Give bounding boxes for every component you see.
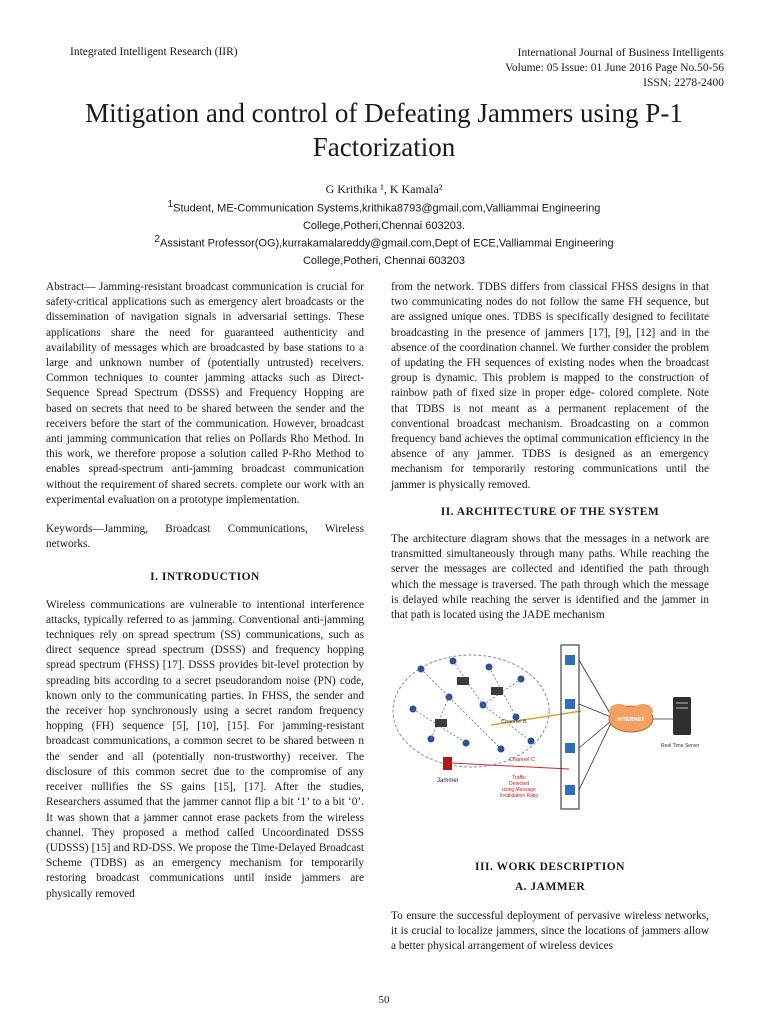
section-3-text: To ensure the successful deployment of pervasive wireless networks, it is crucial to localize jammers, since the locations of jammers allow a better physical arrangement of wireless devices [391, 909, 709, 953]
access-point-rack [561, 645, 579, 809]
affiliation-1-line1: Student, ME-Communication Systems,krithika8793@gmail.com,Valliammai Engineering [173, 202, 601, 215]
server-label: Real Time Server [661, 743, 700, 750]
traffic-note-line4: Invalidation Ratio [499, 793, 539, 800]
paper-title-line2: Factorization [312, 132, 456, 162]
architecture-diagram [391, 639, 701, 819]
internet-label: INTERNET [617, 717, 645, 724]
journal-volume: Volume: 05 Issue: 01 June 2016 Page No.50-56 [505, 62, 724, 74]
section-1-text: Wireless communications are vulnerable to intentional interference attacks, typically referred to as jamming. Conventional anti-jamming techniques rely on spread spectrum (SS) communications, such as direct sequence spread spectrum (DSSS) and frequency hopping spread spectrum (FHSS) [17]. DSSS provides bit-level protection by spreading bits according to a secret pseudorandom noise (PN) code, known only to the communicating parties. In FHSS, the sender and the receiver hop synchronously using a secret random frequency hopping (FH) sequence [5], [10], [15]. For jamming-resistant broadcast communications, a common secret to be shared between n the sender and all (potentially non-trustworthy) receiver. The disclosure of this common secret due to the compromise of any receiver nullifies the SS gains [15], [17]. After the studies, Researchers assumed that the jammer cannot flip a bit ‘1’ to a bit ‘0’. It was shown that a jammer cannot erase packets from the wireless channel. They proposed a method called Uncoordinated DSSS (UDSSS) [15] and RD-DSS. We propose the Time-Delayed Broadcast Scheme (TDBS) as an emergency mechanism for temporarily restoring broadcast communications until inside jammers are physically removed [46, 598, 364, 900]
section-3a-heading: A. JAMMER [514, 880, 586, 893]
traffic-note-line2: Detected [508, 781, 530, 788]
journal-header-right [505, 46, 724, 91]
journal-issn: ISSN: 2278-2400 [643, 77, 724, 89]
paper-title-line1: Mitigation and control of Defeating Jammers using P-1 [85, 98, 683, 128]
router-devices [435, 677, 503, 727]
uplink-lines [579, 660, 611, 790]
server-icon [673, 697, 691, 735]
keywords: Keywords—Jamming, Broadcast Communications, Wireless networks. [46, 523, 364, 551]
affiliation-2-line1: Assistant Professor(OG),kurrakamalareddy@gmail.com,Dept of ECE,Valliammai Engineering [159, 237, 614, 250]
traffic-note-line3: using Message [502, 787, 536, 794]
jammer-label: Jammer [437, 778, 459, 785]
network-nodes [410, 658, 535, 753]
abstract: Abstract— Jamming-resistant broadcast communication is crucial for safety-critical applications such as emergency alert broadcasts or the dissemination of navigation signals in adversarial settings. These applications share the need for guaranteed authenticity and availability of messages which are broadcasted by base stations to a large and unknown number of (potentially untrusted) receivers. Common techniques to counter jamming attacks such as Direct-Sequence Spread Spectrum (DSSS) and Frequency Hopping are based on secrets that need to be shared between the sender and the receivers before the start of the communication. However, broadcast anti jamming communication that relies on Pollards Rho Method. In this work, we therefore propose a solution called P-Rho Method to enables spread-spectrum anti-jamming broadcast communication without the requirement of shared secrets. complete our work with an experimental evaluation on a prototype implementation. [46, 281, 364, 506]
page-number: 50 [378, 994, 390, 1006]
access-point-icons [565, 655, 575, 795]
section-3-heading: III. WORK DESCRIPTION [475, 861, 625, 874]
right-column [391, 280, 709, 954]
traffic-note-line1: Traffic [512, 775, 526, 782]
section-1-heading: I. INTRODUCTION [150, 571, 260, 584]
journal-header-left: Integrated Intelligent Research (IIR) [70, 46, 238, 58]
section-2-heading: II. ARCHITECTURE OF THE SYSTEM [440, 505, 660, 518]
left-column [46, 280, 364, 902]
paper-authors: G Krithika ¹, K Kamala² [325, 182, 443, 196]
journal-name: International Journal of Business Intelligents [517, 47, 724, 59]
intro-continued-text: from the network. TDBS differs from classical FHSS designs in that two communicating nodes do not follow the same FH sequence, but are assigned unique ones. TDBS is specifically designed to fecilitate broadcasting in the presence of jammers [17], [9], [12] and in the absence of the coordination channel. We further consider the problem of updating the FH sequences of existing nodes when the broadcast group is dynamic. This problem is mapped to the construction of rainbow path of fixed size in proper edge- colored complete. Note that TDBS is not meant as a permanent replacement of the conventional broadcast mechanism. Broadcasting on a common frequency band achieves the optimal communication efficiency in the absence of any jammer. TDBS is designed as an emergency mechanism for temporarily restoring communications until the jammer is physically removed. [391, 281, 709, 491]
network-area [393, 655, 549, 767]
affiliation-2: $^2$Assistant Professor(OG),kurrakamalareddy@gmail.com,Dept of ECE,Valliammai Engineering College,Potheri, Chennai 603203 [120, 231, 648, 270]
traffic-note [500, 775, 539, 799]
channel-c-label: Channel C [509, 757, 535, 764]
affiliation-2-line2: College,Potheri, Chennai 603203 [302, 254, 466, 267]
paper-title [30, 96, 738, 164]
jammer-icon [443, 757, 452, 770]
affiliation-1-line2: College,Potheri,Chennai 603203. [302, 219, 466, 232]
affiliation-1: $^1$Student, ME-Communication Systems,krithika8793@gmail.com,Valliammai Engineering College,Potheri,Chennai 603203. [120, 196, 648, 235]
channel-b-label: Channel B [501, 719, 527, 726]
channel-c-line [451, 763, 569, 769]
section-2-text: The architecture diagram shows that the messages in a network are transmitted simultaneously through many paths. While reaching the server the messages are collected and identified the path through which the message is traversed. The path through which the message is delayed while reaching the server is identified and the jammer in that path is located using the JADE mechanism [391, 533, 709, 622]
